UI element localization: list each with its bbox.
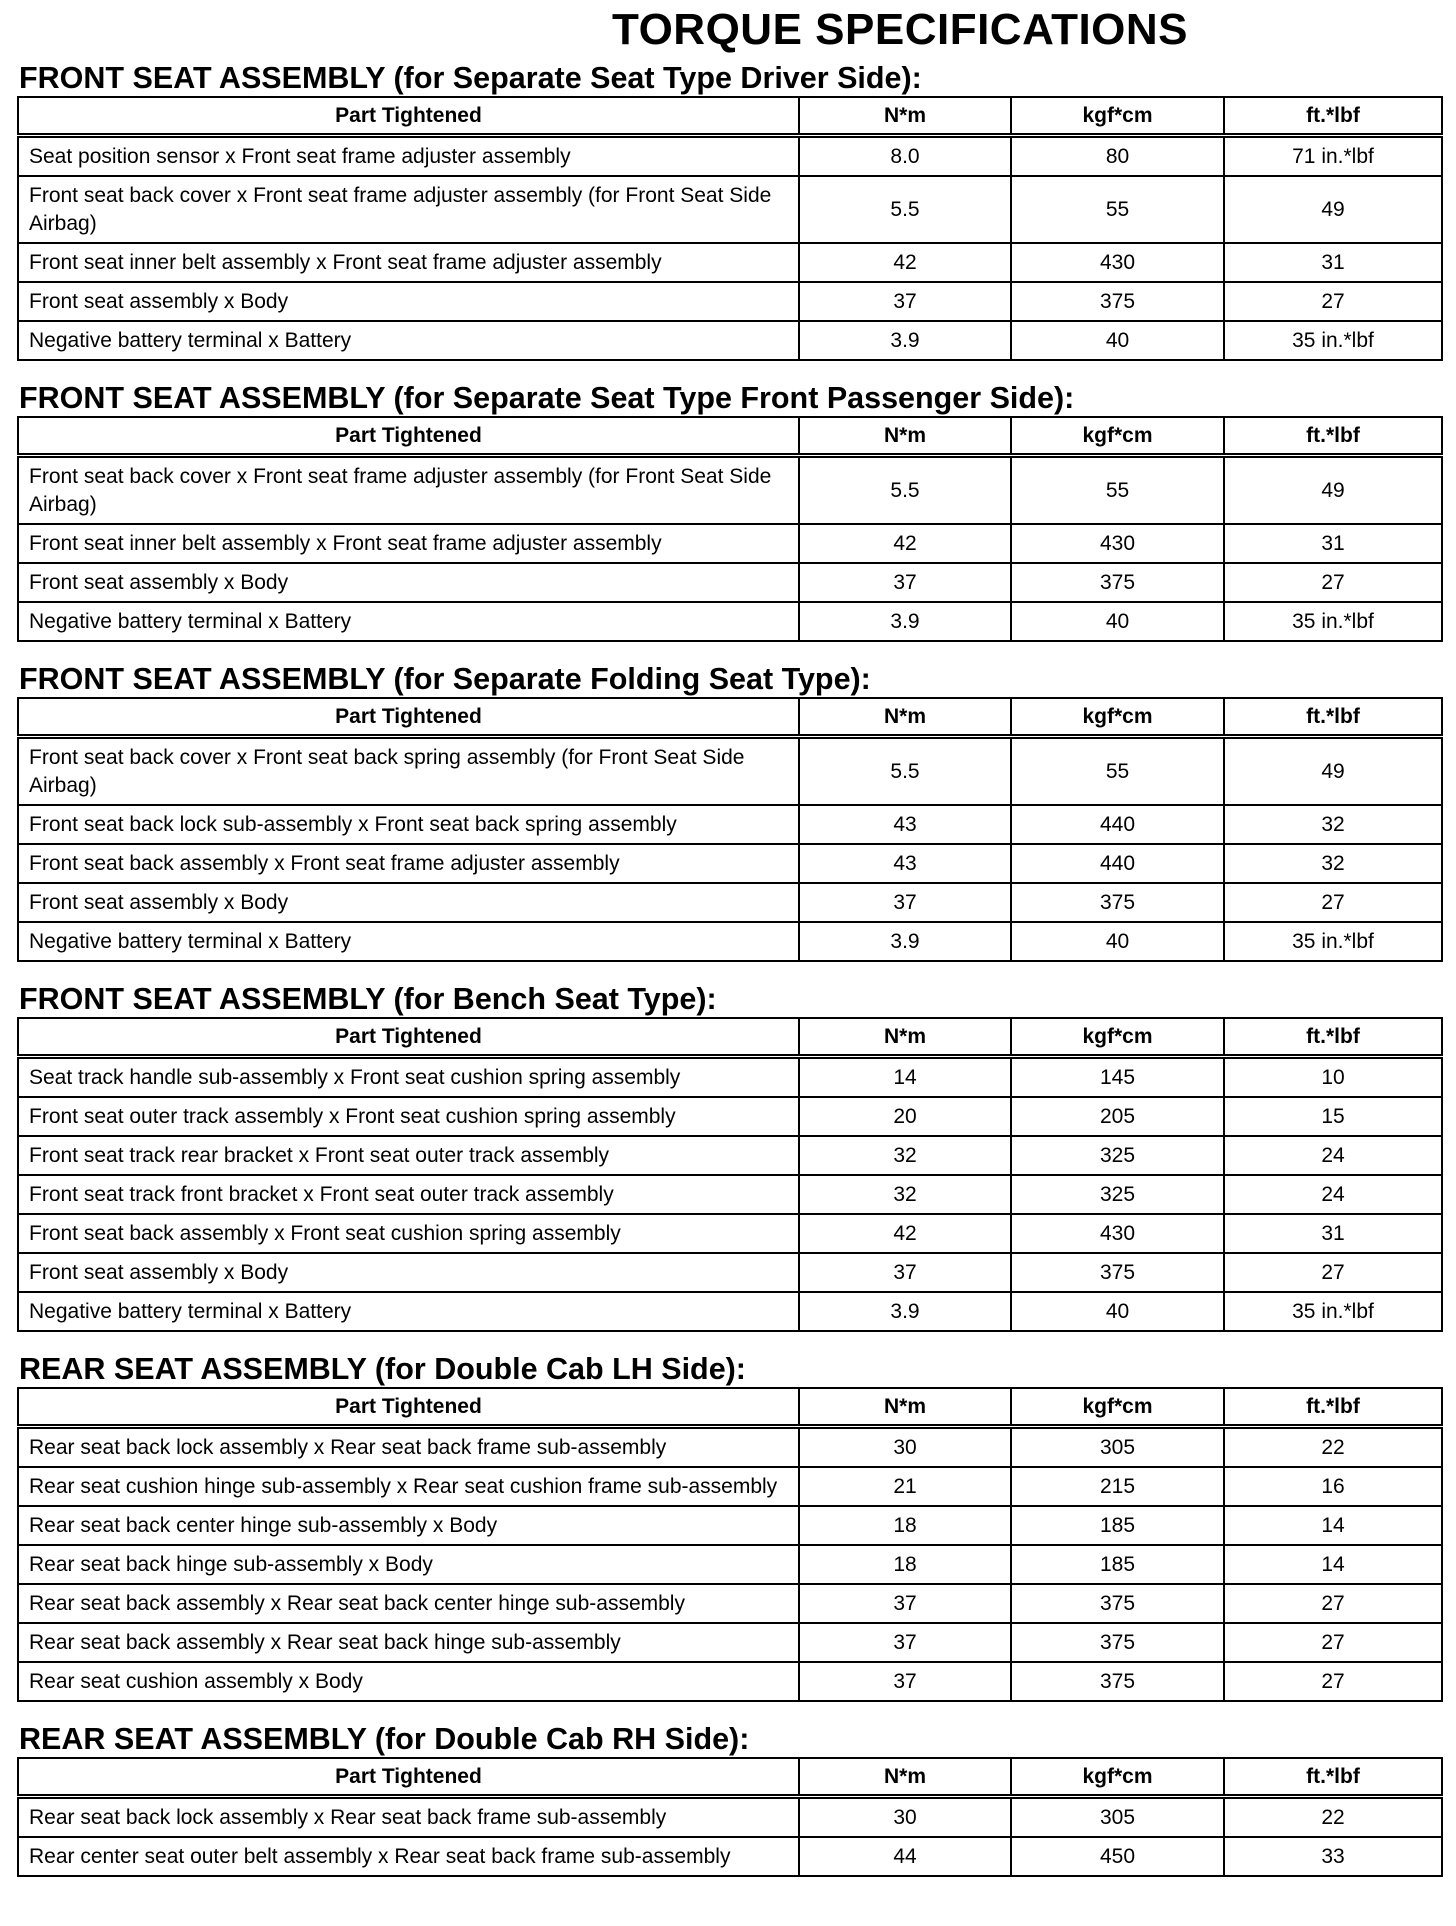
torque-table bbox=[17, 416, 1443, 642]
ftlbf-value-cell: 31 bbox=[1224, 243, 1442, 282]
table-header-row bbox=[18, 417, 1442, 456]
kgfcm-value-cell: 375 bbox=[1011, 1623, 1224, 1662]
nm-value-cell: 14 bbox=[799, 1057, 1011, 1098]
ftlbf-value-cell: 22 bbox=[1224, 1797, 1442, 1838]
column-header-kgfcm: kgf*cm bbox=[1011, 1758, 1224, 1797]
ftlbf-value-cell: 24 bbox=[1224, 1136, 1442, 1175]
part-tightened-cell: Front seat track rear bracket x Front seat outer track assembly bbox=[18, 1136, 799, 1175]
kgfcm-value-cell: 430 bbox=[1011, 243, 1224, 282]
table-row bbox=[18, 1467, 1442, 1506]
nm-value-cell: 32 bbox=[799, 1136, 1011, 1175]
column-header-kgfcm: kgf*cm bbox=[1011, 417, 1224, 456]
kgfcm-value-cell: 375 bbox=[1011, 1253, 1224, 1292]
nm-value-cell: 3.9 bbox=[799, 602, 1011, 641]
part-tightened-cell: Front seat assembly x Body bbox=[18, 1253, 799, 1292]
ftlbf-value-cell: 10 bbox=[1224, 1057, 1442, 1098]
table-row bbox=[18, 136, 1442, 177]
kgfcm-value-cell: 325 bbox=[1011, 1175, 1224, 1214]
kgfcm-value-cell: 450 bbox=[1011, 1837, 1224, 1876]
part-tightened-cell: Front seat back lock sub-assembly x Front seat back spring assembly bbox=[18, 805, 799, 844]
nm-value-cell: 44 bbox=[799, 1837, 1011, 1876]
section-heading: FRONT SEAT ASSEMBLY (for Separate Folding Seat Type): bbox=[19, 662, 871, 696]
nm-value-cell: 37 bbox=[799, 1662, 1011, 1701]
column-header-ftlbf: ft.*lbf bbox=[1224, 1018, 1442, 1057]
kgfcm-value-cell: 375 bbox=[1011, 1584, 1224, 1623]
column-header-ftlbf: ft.*lbf bbox=[1224, 698, 1442, 737]
kgfcm-value-cell: 440 bbox=[1011, 805, 1224, 844]
nm-value-cell: 18 bbox=[799, 1545, 1011, 1584]
nm-value-cell: 8.0 bbox=[799, 136, 1011, 177]
table-row bbox=[18, 1506, 1442, 1545]
kgfcm-value-cell: 325 bbox=[1011, 1136, 1224, 1175]
kgfcm-value-cell: 55 bbox=[1011, 737, 1224, 806]
part-tightened-cell: Negative battery terminal x Battery bbox=[18, 602, 799, 641]
part-tightened-cell: Negative battery terminal x Battery bbox=[18, 321, 799, 360]
part-tightened-cell: Front seat back cover x Front seat back spring assembly (for Front Seat Side Airbag) bbox=[18, 737, 799, 806]
nm-value-cell: 18 bbox=[799, 1506, 1011, 1545]
table-row bbox=[18, 737, 1442, 806]
table-row bbox=[18, 1797, 1442, 1838]
table-row bbox=[18, 844, 1442, 883]
torque-table bbox=[17, 1757, 1443, 1877]
kgfcm-value-cell: 40 bbox=[1011, 922, 1224, 961]
table-row bbox=[18, 602, 1442, 641]
nm-value-cell: 43 bbox=[799, 844, 1011, 883]
nm-value-cell: 3.9 bbox=[799, 1292, 1011, 1331]
table-row bbox=[18, 524, 1442, 563]
column-header-ftlbf: ft.*lbf bbox=[1224, 1758, 1442, 1797]
table-row bbox=[18, 883, 1442, 922]
table-row bbox=[18, 1175, 1442, 1214]
kgfcm-value-cell: 205 bbox=[1011, 1097, 1224, 1136]
spec-section bbox=[17, 661, 1441, 962]
kgfcm-value-cell: 430 bbox=[1011, 524, 1224, 563]
part-tightened-cell: Negative battery terminal x Battery bbox=[18, 1292, 799, 1331]
column-header-nm: N*m bbox=[799, 97, 1011, 136]
nm-value-cell: 42 bbox=[799, 243, 1011, 282]
part-tightened-cell: Front seat back cover x Front seat frame adjuster assembly (for Front Seat Side Airbag) bbox=[18, 456, 799, 525]
nm-value-cell: 42 bbox=[799, 524, 1011, 563]
kgfcm-value-cell: 40 bbox=[1011, 602, 1224, 641]
kgfcm-value-cell: 440 bbox=[1011, 844, 1224, 883]
ftlbf-value-cell: 15 bbox=[1224, 1097, 1442, 1136]
nm-value-cell: 37 bbox=[799, 1253, 1011, 1292]
table-header-row bbox=[18, 698, 1442, 737]
nm-value-cell: 30 bbox=[799, 1427, 1011, 1468]
kgfcm-value-cell: 40 bbox=[1011, 321, 1224, 360]
ftlbf-value-cell: 27 bbox=[1224, 1584, 1442, 1623]
column-header-nm: N*m bbox=[799, 1758, 1011, 1797]
part-tightened-cell: Negative battery terminal x Battery bbox=[18, 922, 799, 961]
table-row bbox=[18, 1662, 1442, 1701]
column-header-nm: N*m bbox=[799, 1018, 1011, 1057]
nm-value-cell: 3.9 bbox=[799, 321, 1011, 360]
part-tightened-cell: Front seat assembly x Body bbox=[18, 563, 799, 602]
part-tightened-cell: Front seat back assembly x Front seat cushion spring assembly bbox=[18, 1214, 799, 1253]
table-header-row bbox=[18, 1758, 1442, 1797]
table-row bbox=[18, 1623, 1442, 1662]
nm-value-cell: 3.9 bbox=[799, 922, 1011, 961]
kgfcm-value-cell: 55 bbox=[1011, 456, 1224, 525]
kgfcm-value-cell: 185 bbox=[1011, 1545, 1224, 1584]
table-row bbox=[18, 1057, 1442, 1098]
ftlbf-value-cell: 14 bbox=[1224, 1545, 1442, 1584]
table-row bbox=[18, 805, 1442, 844]
nm-value-cell: 20 bbox=[799, 1097, 1011, 1136]
table-row bbox=[18, 1427, 1442, 1468]
part-tightened-cell: Front seat back cover x Front seat frame adjuster assembly (for Front Seat Side Airbag) bbox=[18, 176, 799, 243]
part-tightened-cell: Front seat outer track assembly x Front seat cushion spring assembly bbox=[18, 1097, 799, 1136]
table-row bbox=[18, 1545, 1442, 1584]
table-row bbox=[18, 1214, 1442, 1253]
ftlbf-value-cell: 27 bbox=[1224, 1623, 1442, 1662]
column-header-part-tightened: Part Tightened bbox=[18, 97, 799, 136]
table-row bbox=[18, 321, 1442, 360]
kgfcm-value-cell: 305 bbox=[1011, 1427, 1224, 1468]
ftlbf-value-cell: 71 in.*lbf bbox=[1224, 136, 1442, 177]
column-header-part-tightened: Part Tightened bbox=[18, 1758, 799, 1797]
torque-table bbox=[17, 697, 1443, 962]
column-header-ftlbf: ft.*lbf bbox=[1224, 417, 1442, 456]
ftlbf-value-cell: 24 bbox=[1224, 1175, 1442, 1214]
column-header-part-tightened: Part Tightened bbox=[18, 1388, 799, 1427]
nm-value-cell: 37 bbox=[799, 883, 1011, 922]
torque-table bbox=[17, 1017, 1443, 1332]
table-row bbox=[18, 282, 1442, 321]
table-header-row bbox=[18, 97, 1442, 136]
table-row bbox=[18, 1584, 1442, 1623]
page-title: TORQUE SPECIFICATIONS bbox=[612, 5, 1189, 54]
column-header-kgfcm: kgf*cm bbox=[1011, 698, 1224, 737]
table-row bbox=[18, 922, 1442, 961]
part-tightened-cell: Front seat back assembly x Front seat frame adjuster assembly bbox=[18, 844, 799, 883]
kgfcm-value-cell: 430 bbox=[1011, 1214, 1224, 1253]
kgfcm-value-cell: 80 bbox=[1011, 136, 1224, 177]
ftlbf-value-cell: 49 bbox=[1224, 737, 1442, 806]
nm-value-cell: 37 bbox=[799, 282, 1011, 321]
part-tightened-cell: Front seat assembly x Body bbox=[18, 883, 799, 922]
column-header-ftlbf: ft.*lbf bbox=[1224, 1388, 1442, 1427]
nm-value-cell: 21 bbox=[799, 1467, 1011, 1506]
column-header-part-tightened: Part Tightened bbox=[18, 417, 799, 456]
ftlbf-value-cell: 49 bbox=[1224, 456, 1442, 525]
torque-table bbox=[17, 96, 1443, 361]
table-row bbox=[18, 1097, 1442, 1136]
ftlbf-value-cell: 16 bbox=[1224, 1467, 1442, 1506]
ftlbf-value-cell: 32 bbox=[1224, 844, 1442, 883]
ftlbf-value-cell: 14 bbox=[1224, 1506, 1442, 1545]
column-header-ftlbf: ft.*lbf bbox=[1224, 97, 1442, 136]
spec-section bbox=[17, 1351, 1441, 1702]
nm-value-cell: 42 bbox=[799, 1214, 1011, 1253]
column-header-part-tightened: Part Tightened bbox=[18, 1018, 799, 1057]
kgfcm-value-cell: 375 bbox=[1011, 282, 1224, 321]
table-row bbox=[18, 243, 1442, 282]
column-header-part-tightened: Part Tightened bbox=[18, 698, 799, 737]
column-header-kgfcm: kgf*cm bbox=[1011, 1018, 1224, 1057]
part-tightened-cell: Rear center seat outer belt assembly x Rear seat back frame sub-assembly bbox=[18, 1837, 799, 1876]
part-tightened-cell: Seat position sensor x Front seat frame adjuster assembly bbox=[18, 136, 799, 177]
nm-value-cell: 37 bbox=[799, 1584, 1011, 1623]
ftlbf-value-cell: 35 in.*lbf bbox=[1224, 922, 1442, 961]
ftlbf-value-cell: 31 bbox=[1224, 524, 1442, 563]
column-header-nm: N*m bbox=[799, 417, 1011, 456]
column-header-kgfcm: kgf*cm bbox=[1011, 1388, 1224, 1427]
nm-value-cell: 37 bbox=[799, 1623, 1011, 1662]
part-tightened-cell: Front seat assembly x Body bbox=[18, 282, 799, 321]
column-header-kgfcm: kgf*cm bbox=[1011, 97, 1224, 136]
kgfcm-value-cell: 215 bbox=[1011, 1467, 1224, 1506]
table-row bbox=[18, 1837, 1442, 1876]
ftlbf-value-cell: 49 bbox=[1224, 176, 1442, 243]
table-header-row bbox=[18, 1388, 1442, 1427]
table-row bbox=[18, 563, 1442, 602]
section-heading: FRONT SEAT ASSEMBLY (for Bench Seat Type): bbox=[19, 982, 717, 1016]
nm-value-cell: 32 bbox=[799, 1175, 1011, 1214]
part-tightened-cell: Rear seat cushion assembly x Body bbox=[18, 1662, 799, 1701]
section-heading: REAR SEAT ASSEMBLY (for Double Cab RH Side): bbox=[19, 1722, 750, 1756]
section-heading: FRONT SEAT ASSEMBLY (for Separate Seat Type Driver Side): bbox=[19, 61, 922, 95]
section-heading: FRONT SEAT ASSEMBLY (for Separate Seat Type Front Passenger Side): bbox=[19, 381, 1075, 415]
table-header-row bbox=[18, 1018, 1442, 1057]
spec-section bbox=[17, 380, 1441, 642]
nm-value-cell: 5.5 bbox=[799, 737, 1011, 806]
part-tightened-cell: Seat track handle sub-assembly x Front seat cushion spring assembly bbox=[18, 1057, 799, 1098]
kgfcm-value-cell: 375 bbox=[1011, 563, 1224, 602]
kgfcm-value-cell: 185 bbox=[1011, 1506, 1224, 1545]
torque-spec-sections bbox=[17, 60, 1441, 1877]
nm-value-cell: 30 bbox=[799, 1797, 1011, 1838]
ftlbf-value-cell: 27 bbox=[1224, 883, 1442, 922]
column-header-nm: N*m bbox=[799, 1388, 1011, 1427]
kgfcm-value-cell: 375 bbox=[1011, 1662, 1224, 1701]
ftlbf-value-cell: 35 in.*lbf bbox=[1224, 321, 1442, 360]
kgfcm-value-cell: 375 bbox=[1011, 883, 1224, 922]
spec-section bbox=[17, 60, 1441, 361]
nm-value-cell: 37 bbox=[799, 563, 1011, 602]
part-tightened-cell: Rear seat cushion hinge sub-assembly x Rear seat cushion frame sub-assembly bbox=[18, 1467, 799, 1506]
section-heading: REAR SEAT ASSEMBLY (for Double Cab LH Side): bbox=[19, 1352, 746, 1386]
nm-value-cell: 5.5 bbox=[799, 176, 1011, 243]
ftlbf-value-cell: 35 in.*lbf bbox=[1224, 1292, 1442, 1331]
ftlbf-value-cell: 32 bbox=[1224, 805, 1442, 844]
ftlbf-value-cell: 27 bbox=[1224, 282, 1442, 321]
part-tightened-cell: Rear seat back assembly x Rear seat back hinge sub-assembly bbox=[18, 1623, 799, 1662]
kgfcm-value-cell: 305 bbox=[1011, 1797, 1224, 1838]
ftlbf-value-cell: 27 bbox=[1224, 563, 1442, 602]
nm-value-cell: 5.5 bbox=[799, 456, 1011, 525]
spec-section bbox=[17, 981, 1441, 1332]
ftlbf-value-cell: 35 in.*lbf bbox=[1224, 602, 1442, 641]
part-tightened-cell: Rear seat back assembly x Rear seat back center hinge sub-assembly bbox=[18, 1584, 799, 1623]
ftlbf-value-cell: 27 bbox=[1224, 1253, 1442, 1292]
spec-section bbox=[17, 1721, 1441, 1877]
ftlbf-value-cell: 33 bbox=[1224, 1837, 1442, 1876]
kgfcm-value-cell: 55 bbox=[1011, 176, 1224, 243]
table-row bbox=[18, 1292, 1442, 1331]
table-row bbox=[18, 456, 1442, 525]
part-tightened-cell: Front seat track front bracket x Front seat outer track assembly bbox=[18, 1175, 799, 1214]
column-header-nm: N*m bbox=[799, 698, 1011, 737]
table-row bbox=[18, 1253, 1442, 1292]
part-tightened-cell: Rear seat back lock assembly x Rear seat back frame sub-assembly bbox=[18, 1797, 799, 1838]
ftlbf-value-cell: 27 bbox=[1224, 1662, 1442, 1701]
table-row bbox=[18, 176, 1442, 243]
part-tightened-cell: Rear seat back hinge sub-assembly x Body bbox=[18, 1545, 799, 1584]
kgfcm-value-cell: 145 bbox=[1011, 1057, 1224, 1098]
kgfcm-value-cell: 40 bbox=[1011, 1292, 1224, 1331]
part-tightened-cell: Rear seat back lock assembly x Rear seat back frame sub-assembly bbox=[18, 1427, 799, 1468]
part-tightened-cell: Rear seat back center hinge sub-assembly x Body bbox=[18, 1506, 799, 1545]
part-tightened-cell: Front seat inner belt assembly x Front seat frame adjuster assembly bbox=[18, 524, 799, 563]
nm-value-cell: 43 bbox=[799, 805, 1011, 844]
table-row bbox=[18, 1136, 1442, 1175]
torque-table bbox=[17, 1387, 1443, 1702]
ftlbf-value-cell: 22 bbox=[1224, 1427, 1442, 1468]
ftlbf-value-cell: 31 bbox=[1224, 1214, 1442, 1253]
part-tightened-cell: Front seat inner belt assembly x Front seat frame adjuster assembly bbox=[18, 243, 799, 282]
